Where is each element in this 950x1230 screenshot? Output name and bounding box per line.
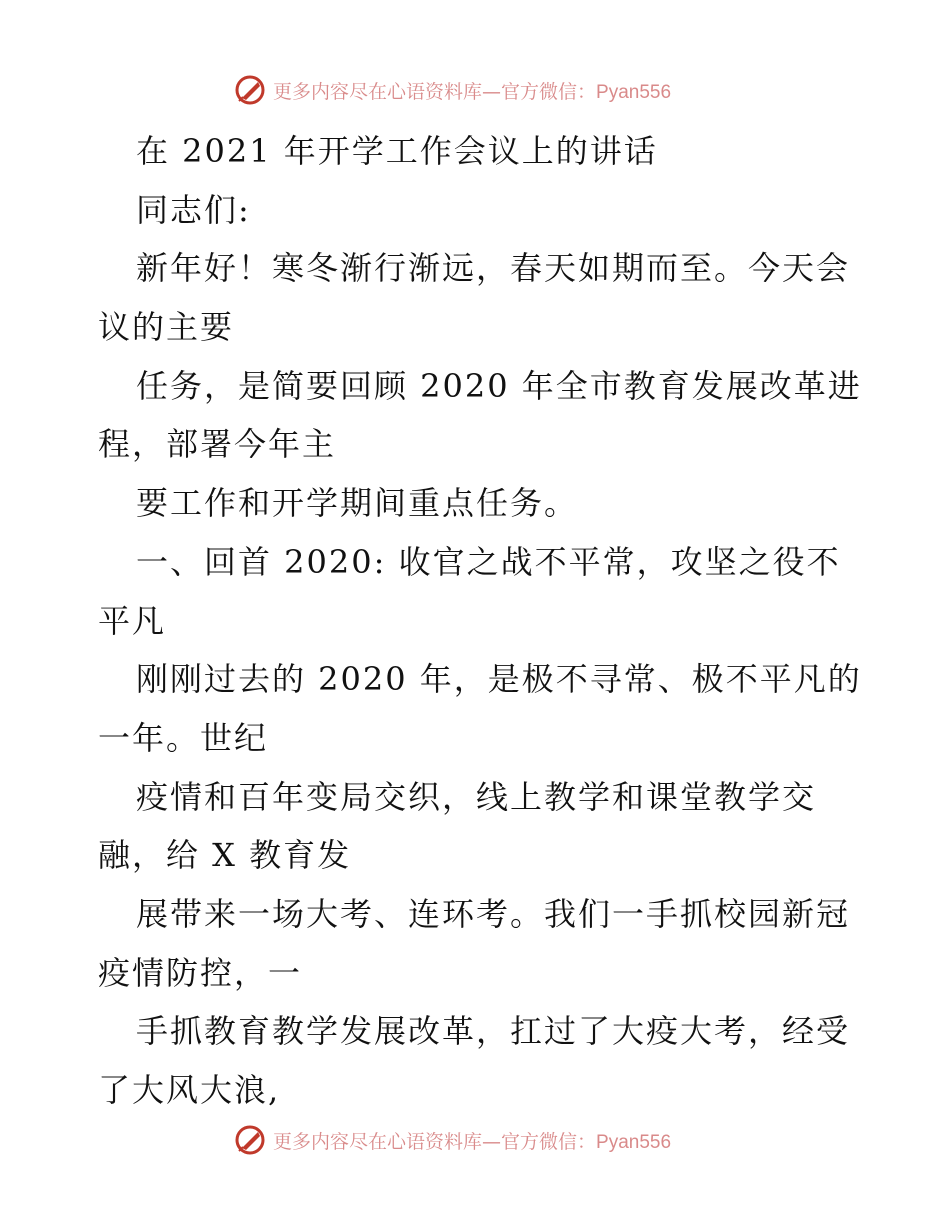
watermark-text: 更多内容尽在心语资料库—官方微信：Pyan556 xyxy=(273,1130,672,1153)
text-line: 融，给 X 教育发 xyxy=(98,836,352,875)
text-line: 新年好！寒冬渐行渐远，春天如期而至。今天会 xyxy=(136,249,851,288)
text-line: 在 2021 年开学工作会议上的讲话 xyxy=(136,132,658,170)
text-line: 要工作和开学期间重点任务。 xyxy=(136,484,579,523)
quill-circle-logo-icon xyxy=(233,73,267,107)
watermark-text: 更多内容尽在心语资料库—官方微信：Pyan556 xyxy=(273,80,672,103)
text-line: 一、回首 2020: 收官之战不平常，攻坚之役不 xyxy=(136,542,841,581)
footer-watermark xyxy=(233,1123,753,1157)
text-line: 平凡 xyxy=(98,601,167,640)
text-line: 同志们: xyxy=(136,190,251,229)
text-line: 一年。世纪 xyxy=(98,718,269,757)
text-line: 手抓教育教学发展改革，扛过了大疫大考，经受 xyxy=(136,1012,851,1051)
text-line: 程，部署今年主 xyxy=(98,425,337,464)
text-line: 刚刚过去的 2020 年，是极不寻常、极不平凡的 xyxy=(136,660,862,699)
text-line: 疫情和百年变局交织，线上教学和课堂教学交 xyxy=(136,777,817,816)
text-line: 疫情防控，一 xyxy=(98,953,303,992)
header-watermark xyxy=(233,73,753,107)
text-line: 任务，是简要回顾 2020 年全市教育发展改革进 xyxy=(136,366,862,405)
text-line: 了大风大浪, xyxy=(98,1071,281,1109)
text-line: 议的主要 xyxy=(98,308,235,347)
text-line: 展带来一场大考、连环考。我们一手抓校园新冠 xyxy=(136,894,851,933)
quill-circle-logo-icon xyxy=(233,1123,267,1157)
document-body xyxy=(98,122,862,1120)
